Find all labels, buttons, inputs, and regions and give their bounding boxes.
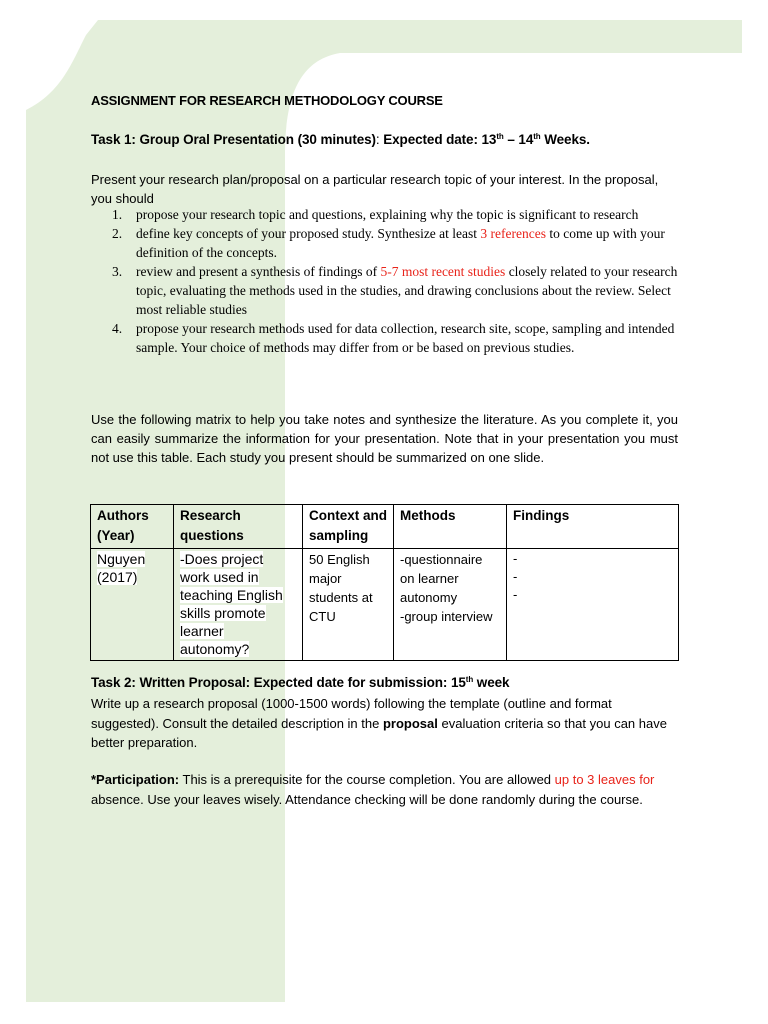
header-research-questions: Research questions [174,505,303,549]
participation-label: *Participation: [91,772,180,787]
task1-list [91,205,681,357]
participation-note: *Participation: This is a prerequisite for the course completion. You are allowed up to 3 leaves for absence. Use your leaves wisely. Attendance checking will be done randomly during the course. [91,772,655,807]
literature-matrix-table [90,504,679,661]
cell-context: 50 English major students at CTU [303,549,394,661]
cell-findings: - - - [507,549,679,661]
list-item: 3. review and present a synthesis of findings of 5-7 most recent studies closely related to your research topic, evaluating the methods used in the studies, and drawing conclusions about the review. Select most reliable studies [112,264,678,317]
highlight-text: 3 references [480,226,546,241]
header-findings: Findings [507,505,679,549]
document-heading: ASSIGNMENT FOR RESEARCH METHODOLOGY COURSE [91,93,443,108]
matrix-intro: Use the following matrix to help you take notes and synthesize the literature. As you complete it, you can easily summarize the information for your presentation. Note that in your presentation you must not use this table. Each study you present should be summarized on one slide. [91,412,678,465]
list-item: 2. define key concepts of your proposed study. Synthesize at least 3 references to come up with your definition of the concepts. [112,226,665,260]
header-authors: Authors (Year) [91,505,174,549]
cell-questions: -Does project work used in teaching English skills promote learner autonomy? [174,549,303,661]
list-item: 4. propose your research methods used for data collection, research site, scope, sampling and intended sample. Your choice of methods may differ from or be based on previous studies. [112,321,675,355]
header-context: Context and sampling [303,505,394,549]
highlight-text: up to 3 leaves for [554,772,655,787]
cell-methods: -questionnaire on learner autonomy -group interview [394,549,507,661]
table-header-row [91,505,679,549]
table-row [91,549,679,661]
highlight-text: 5-7 most recent studies [380,264,506,279]
header-methods: Methods [394,505,507,549]
task2-body: Write up a research proposal (1000-1500 words) following the template (outline and format suggested). Consult the detailed description in the proposal evaluation criteria so that you can have better preparation. [91,696,667,750]
task1-title: Task 1: Group Oral Presentation (30 minutes): Expected date: 13th – 14th Weeks. [91,132,590,147]
list-item: 1. propose your research topic and questions, explaining why the topic is significant to research [112,207,639,222]
cell-authors: Nguyen (2017) [91,549,174,661]
task2-title: Task 2: Written Proposal: Expected date for submission: 15th week [91,675,510,690]
task1-intro: Present your research plan/proposal on a particular research topic of your interest. In the proposal, you should [91,172,659,206]
